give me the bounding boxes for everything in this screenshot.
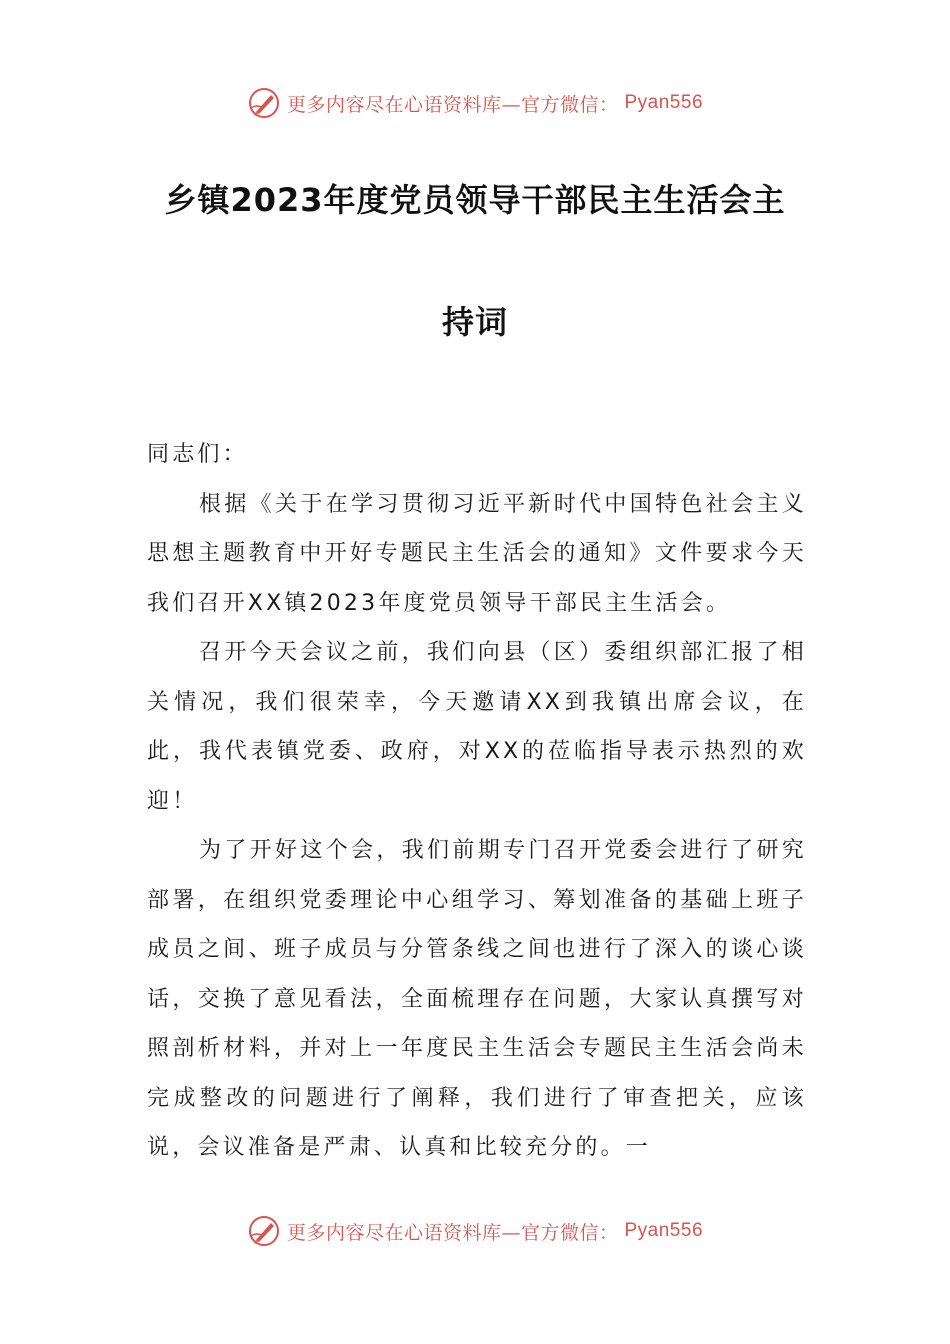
document-title-line-1: 乡镇2023年度党员领导干部民主生活会主 [164,181,786,219]
watermark-wechat-id: Pyan556 [624,92,704,113]
header-watermark [0,86,950,120]
paragraph-3: 为了开好这个会，我们前期专门召开党委会进行了研究部署，在组织党委理论中心组学习、筹划准备的基础上班子成员之间、班子成员与分管条线之间也进行了深入的谈心谈话，交换了意见看法，全面梳理存在问题，大家认真撰写对照剖析材料，并对上一年度民主生活会专题民主生活会尚未完成整改的问题进行了阐释，我们进行了审查把关，应该说，会议准备是严肃、认真和比较充分的。一 [147,838,807,1160]
document-body [147,430,807,1173]
document-title-line-2: 持词 [441,303,508,341]
watermark-wechat-id: Pyan556 [624,1220,704,1241]
paragraph-1: 根据《关于在学习贯彻习近平新时代中国特色社会主义思想主题教育中开好专题民主生活会的通知》文件要求今天我们召开XX镇2023年度党员领导干部民主生活会。 [147,491,807,616]
paragraph-2: 召开今天会议之前，我们向县（区）委组织部汇报了相关情况，我们很荣幸，今天邀请XX到我镇出席会议，在此，我代表镇党委、政府，对XX的莅临指导表示热烈的欢迎！ [147,640,807,814]
pen-logo-icon [247,1214,281,1248]
watermark-text: 更多内容尽在心语资料库—官方微信： [286,1221,619,1244]
pen-logo-icon [247,86,281,120]
watermark-text: 更多内容尽在心语资料库—官方微信： [286,93,619,116]
salutation: 同志们： [147,442,248,467]
footer-watermark [0,1214,950,1248]
